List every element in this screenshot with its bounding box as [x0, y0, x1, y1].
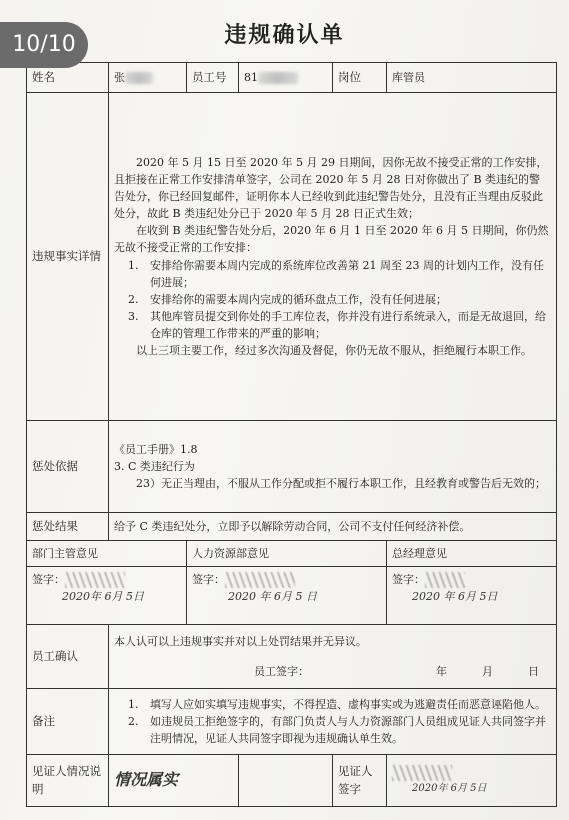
result-label: 惩处结果	[27, 513, 109, 541]
result-text: 给予 C 类违纪处分，立即予以解除劳动合同，公司不支付任何经济补偿。	[109, 513, 557, 541]
confirm-content	[109, 625, 557, 689]
basis-line-2: 3. C 类违纪行为	[114, 459, 195, 473]
basis-row	[27, 421, 557, 513]
witness-sign-date: 2020年 6月 5日	[412, 783, 487, 795]
post-value: 库管员	[387, 63, 557, 93]
witness-label: 见证人情况说明	[27, 755, 109, 807]
hr-sign-cell: 签字： 2020 年 6月 5 日	[187, 567, 387, 625]
facts-list-item: 1. 安排给你需要本周内完成的系统库位改善第 21 周至 23 周的计划内工作，没有任何进展；	[128, 258, 544, 289]
gm-opinion-label: 总经理意见	[387, 541, 557, 567]
notes-list-item: 1. 填写人应如实填写违规事实，不得捏造、虚构事实或为逃避责任而恶意诬陷他人。	[128, 697, 546, 711]
result-row	[27, 513, 557, 541]
facts-list-item: 3. 其他库管员提交到你处的手工库位表，你并没有进行系统录入，而是无故退回，给仓库的管理工作带来的严重的影响；	[128, 309, 546, 340]
confirm-row	[27, 625, 557, 689]
hr-sign-date: 2020 年 6月 5 日	[228, 590, 317, 604]
name-value: 张	[109, 63, 187, 93]
dept-opinion-label: 部门主管意见	[27, 541, 187, 567]
name-label: 姓名	[27, 63, 109, 93]
notes-content	[109, 689, 557, 755]
gm-sign-cell: 签字： 2020 年 6月 5日	[387, 567, 557, 625]
notes-list-item: 2. 如违规员工拒绝签字的，有部门负责人与人力资源部门人员组成见证人共同签字并注明情况，见证人共同签字即视为违规确认单生效。	[128, 714, 546, 746]
witness-sign-cell	[387, 755, 557, 807]
basis-label: 惩处依据	[27, 421, 109, 513]
facts-paragraph-3: 以上三项主要工作，经过多次沟通及督促，你仍无故不服从，拒绝履行本职工作。	[136, 343, 532, 357]
witness-handwritten-note: 情况属实	[114, 770, 179, 790]
document-title: 违规确认单	[224, 22, 345, 48]
dept-sign-cell: 签字： 2020年 6月 5日	[27, 567, 187, 625]
facts-label: 违规事实详情	[27, 93, 109, 421]
facts-content	[109, 93, 557, 421]
opinions-sign-row	[27, 567, 557, 625]
notes-label: 备注	[27, 689, 109, 755]
basis-line-1: 《员工手册》1.8	[114, 442, 198, 456]
basis-content	[109, 421, 557, 513]
witness-sign-label: 见证人签字	[333, 755, 387, 807]
post-label: 岗位	[333, 63, 387, 93]
witness-row	[27, 755, 557, 807]
employee-id-value: 81	[239, 63, 333, 93]
facts-paragraph-2: 在收到 B 类违纪警告处分后，2020 年 6 月 1 日至 2020 年 6 月 5 日期间，你仍然无故不接受正常的工作安排：	[114, 224, 549, 255]
header-row	[27, 63, 557, 93]
hr-opinion-label: 人力资源部意见	[187, 541, 387, 567]
gm-sign-date: 2020 年 6月 5日	[412, 590, 498, 604]
facts-row	[27, 93, 557, 421]
witness-note	[109, 755, 239, 807]
notes-row	[27, 689, 557, 755]
employee-id-label: 员工号	[187, 63, 239, 93]
confirm-sign-line: 员工签字： 年 月 日	[254, 664, 539, 678]
confirm-label: 员工确认	[27, 625, 109, 689]
facts-list-item: 2. 安排给你的需要本周内完成的循环盘点工作，没有任何进展；	[128, 292, 447, 306]
dept-sign-date: 2020年 6月 5日	[62, 590, 144, 604]
page-counter-badge: 10/10	[0, 22, 88, 68]
facts-paragraph-1: 2020 年 5 月 15 日至 2020 年 5 月 29 日期间，因你无故不接受正常的工作安排，且拒接在正常工作安排清单签字，公司在 2020 年 5 月 28 日对你做出了 B 类违纪的警告处分，你已经回复邮件，证明你本人已经收到此违纪警告处分，且没有正当理由反驳此处分，故此 B 类违纪处分已于 2020 年 5 月 28 日正式生效；	[114, 156, 548, 221]
opinions-header-row	[27, 541, 557, 567]
violation-form	[26, 62, 557, 807]
confirm-text: 本人认可以上违规事实并对以上处罚结果并无异议。	[114, 635, 367, 649]
basis-line-3: 23）无正当理由，不服从工作分配或拒不履行本职工作，且经教育或警告后无效的；	[136, 477, 546, 491]
